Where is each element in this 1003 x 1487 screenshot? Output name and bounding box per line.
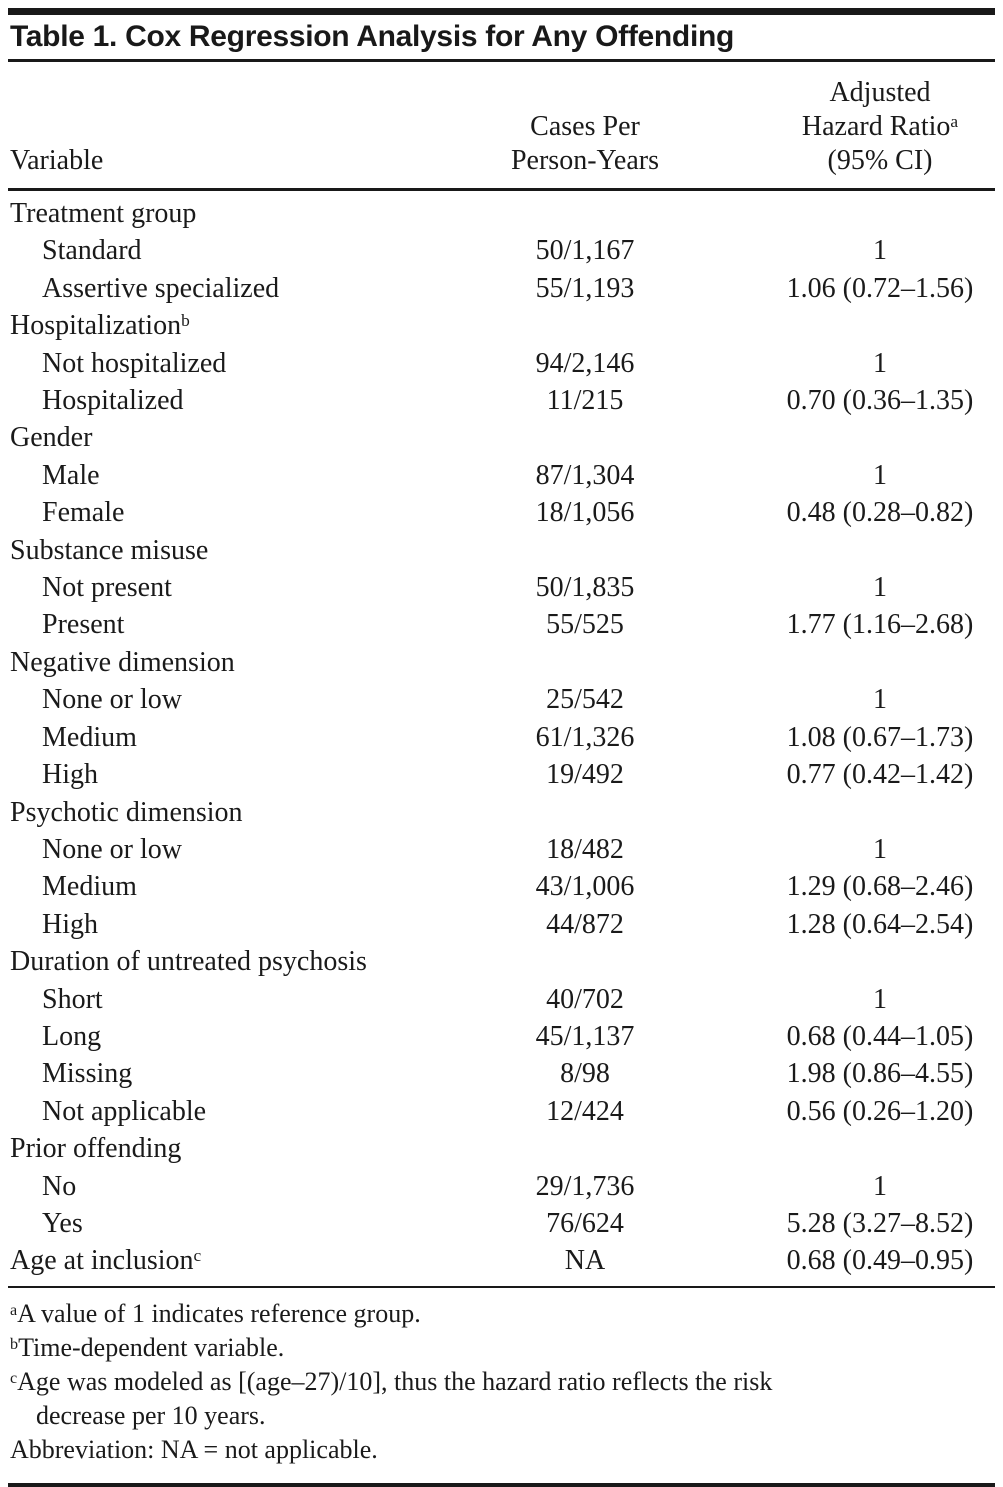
variable-cell: Substance misuse <box>10 534 209 566</box>
table-row <box>8 868 995 905</box>
table-row <box>8 1205 995 1242</box>
cases-per-person-years-cell: 18/1,056 <box>535 497 635 529</box>
variable-cell: Hospitalized <box>42 385 184 417</box>
variable-cell: Short <box>42 983 103 1015</box>
table-row <box>8 794 995 831</box>
footnote: $^c$Age was modeled as [(age–27)/10], thus the hazard ratio reflects the risk decrease per 10 years. <box>10 1367 773 1431</box>
hazard-ratio-cell: 1 <box>873 1170 887 1202</box>
variable-cell: Yes <box>42 1207 83 1239</box>
cases-per-person-years-cell: 44/872 <box>546 908 624 940</box>
cases-per-person-years-cell: 11/215 <box>546 385 624 417</box>
table-row <box>8 345 995 382</box>
cases-per-person-years-cell: 25/542 <box>546 684 624 716</box>
table-row <box>8 569 995 606</box>
variable-cell: Psychotic dimension <box>10 796 243 828</box>
column-header-cases-per-person-years: Cases Per Person-Years <box>510 111 660 176</box>
variable-cell: High <box>42 759 98 791</box>
cases-per-person-years-cell: 40/702 <box>546 983 624 1015</box>
variable-cell: No <box>42 1170 77 1202</box>
footnote: Abbreviation: NA = not applicable. <box>10 1435 378 1465</box>
hazard-ratio-cell: 1 <box>873 684 887 716</box>
variable-cell: Duration of untreated psychosis <box>10 946 367 978</box>
table-top-rule <box>8 8 995 15</box>
hazard-ratio-cell: 1 <box>873 459 887 491</box>
table-row <box>8 457 995 494</box>
hazard-ratio-cell: 1 <box>873 235 887 267</box>
variable-cell: Treatment group <box>10 198 197 229</box>
variable-cell: Not present <box>42 572 172 604</box>
table-row <box>8 195 995 232</box>
variable-cell: None or low <box>42 684 182 716</box>
table-row <box>8 419 995 456</box>
variable-cell: Age at inclusion$^c$ <box>10 1245 202 1277</box>
cases-per-person-years-cell: 43/1,006 <box>535 871 635 903</box>
variable-cell: Gender <box>10 422 93 454</box>
cases-per-person-years-cell: 55/1,193 <box>535 272 635 304</box>
footnote-marker: c <box>193 1246 202 1266</box>
cases-per-person-years-cell: 18/482 <box>546 833 624 865</box>
variable-cell: Present <box>42 609 125 641</box>
hazard-ratio-cell: 1 <box>873 572 887 604</box>
table-row <box>8 1093 995 1130</box>
cases-per-person-years-cell: NA <box>564 1245 606 1277</box>
table-body <box>8 191 995 1286</box>
variable-cell: Missing <box>42 1058 133 1090</box>
variable-cell: None or low <box>42 833 182 865</box>
table-row <box>8 1242 995 1279</box>
hazard-ratio-cell: 0.68 (0.44–1.05) <box>786 1020 974 1052</box>
cases-per-person-years-cell: 87/1,304 <box>535 459 635 491</box>
cases-per-person-years-cell: 94/2,146 <box>535 347 635 379</box>
footnote-marker-a: a <box>950 111 959 131</box>
column-header-variable: Variable <box>10 145 104 176</box>
table-row <box>8 681 995 718</box>
cases-per-person-years-cell: 45/1,137 <box>535 1020 635 1052</box>
hazard-ratio-cell: 5.28 (3.27–8.52) <box>786 1207 974 1239</box>
table-row <box>8 532 995 569</box>
hazard-ratio-cell: 1 <box>873 833 887 865</box>
table-row <box>8 270 995 307</box>
footnote-marker: c <box>10 1369 18 1387</box>
variable-cell: Negative dimension <box>10 646 235 678</box>
hazard-ratio-cell: 1.77 (1.16–2.68) <box>786 609 974 641</box>
variable-cell: High <box>42 908 98 940</box>
table-row <box>8 606 995 643</box>
footnote-marker: a <box>10 1301 18 1319</box>
table-row <box>8 1055 995 1092</box>
column-header-adjusted-hazard-ratio: Adjusted Hazard Ratio$^a$ (95% CI) <box>801 77 959 176</box>
footnote: $^b$Time-dependent variable. <box>10 1333 285 1363</box>
hazard-ratio-cell: 1.08 (0.67–1.73) <box>786 721 974 753</box>
footnote-marker: b <box>181 310 190 330</box>
cases-per-person-years-cell: 76/624 <box>546 1207 624 1239</box>
table-title: Table 1. Cox Regression Analysis for Any Offending <box>10 20 735 53</box>
table-row <box>8 232 995 269</box>
table-row <box>8 307 995 344</box>
cases-per-person-years-cell: 29/1,736 <box>535 1170 635 1202</box>
variable-cell: Hospitalization$^b$ <box>10 310 190 342</box>
hazard-ratio-cell: 0.68 (0.49–0.95) <box>786 1245 974 1277</box>
cases-per-person-years-cell: 8/98 <box>560 1058 610 1090</box>
hazard-ratio-cell: 1.98 (0.86–4.55) <box>786 1058 974 1090</box>
table-row <box>8 1130 995 1167</box>
hazard-ratio-cell: 0.56 (0.26–1.20) <box>786 1095 974 1127</box>
table-row <box>8 644 995 681</box>
cases-per-person-years-cell: 55/525 <box>546 609 624 641</box>
table-row <box>8 1018 995 1055</box>
variable-cell: Male <box>42 459 100 491</box>
footnotes <box>8 1288 995 1477</box>
cases-per-person-years-cell: 12/424 <box>546 1095 624 1127</box>
variable-cell: Medium <box>42 871 137 903</box>
footnote: $^a$A value of 1 indicates reference group. <box>10 1299 421 1329</box>
hazard-ratio-cell: 0.70 (0.36–1.35) <box>786 385 974 417</box>
variable-cell: Medium <box>42 721 137 753</box>
cases-per-person-years-cell: 50/1,835 <box>535 572 635 604</box>
table-row <box>8 719 995 756</box>
variable-cell: Female <box>42 497 125 529</box>
table-header <box>8 62 995 188</box>
cases-per-person-years-cell: 19/492 <box>546 759 624 791</box>
hazard-ratio-cell: 1 <box>873 983 887 1015</box>
table-row <box>8 943 995 980</box>
variable-cell: Standard <box>42 235 142 267</box>
cases-per-person-years-cell: 61/1,326 <box>535 721 635 753</box>
hazard-ratio-cell: 0.77 (0.42–1.42) <box>786 759 974 791</box>
hazard-ratio-cell: 1 <box>873 347 887 379</box>
hazard-ratio-cell: 1.29 (0.68–2.46) <box>786 871 974 903</box>
hazard-ratio-cell: 1.06 (0.72–1.56) <box>786 272 974 304</box>
table-row <box>8 494 995 531</box>
variable-cell: Not applicable <box>42 1095 207 1127</box>
table-row <box>8 831 995 868</box>
cases-per-person-years-cell: 50/1,167 <box>535 235 635 267</box>
footnote-marker: b <box>10 1335 19 1353</box>
hazard-ratio-cell: 0.48 (0.28–0.82) <box>786 497 974 529</box>
table-row <box>8 981 995 1018</box>
variable-cell: Not hospitalized <box>42 347 227 379</box>
variable-cell: Prior offending <box>10 1133 182 1165</box>
hazard-ratio-cell: 1.28 (0.64–2.54) <box>786 908 974 940</box>
table-bottom-rule <box>8 1483 995 1487</box>
table-row <box>8 756 995 793</box>
variable-cell: Long <box>42 1020 102 1052</box>
table-row <box>8 382 995 419</box>
table-row <box>8 906 995 943</box>
table-row <box>8 1168 995 1205</box>
variable-cell: Assertive specialized <box>42 272 280 304</box>
